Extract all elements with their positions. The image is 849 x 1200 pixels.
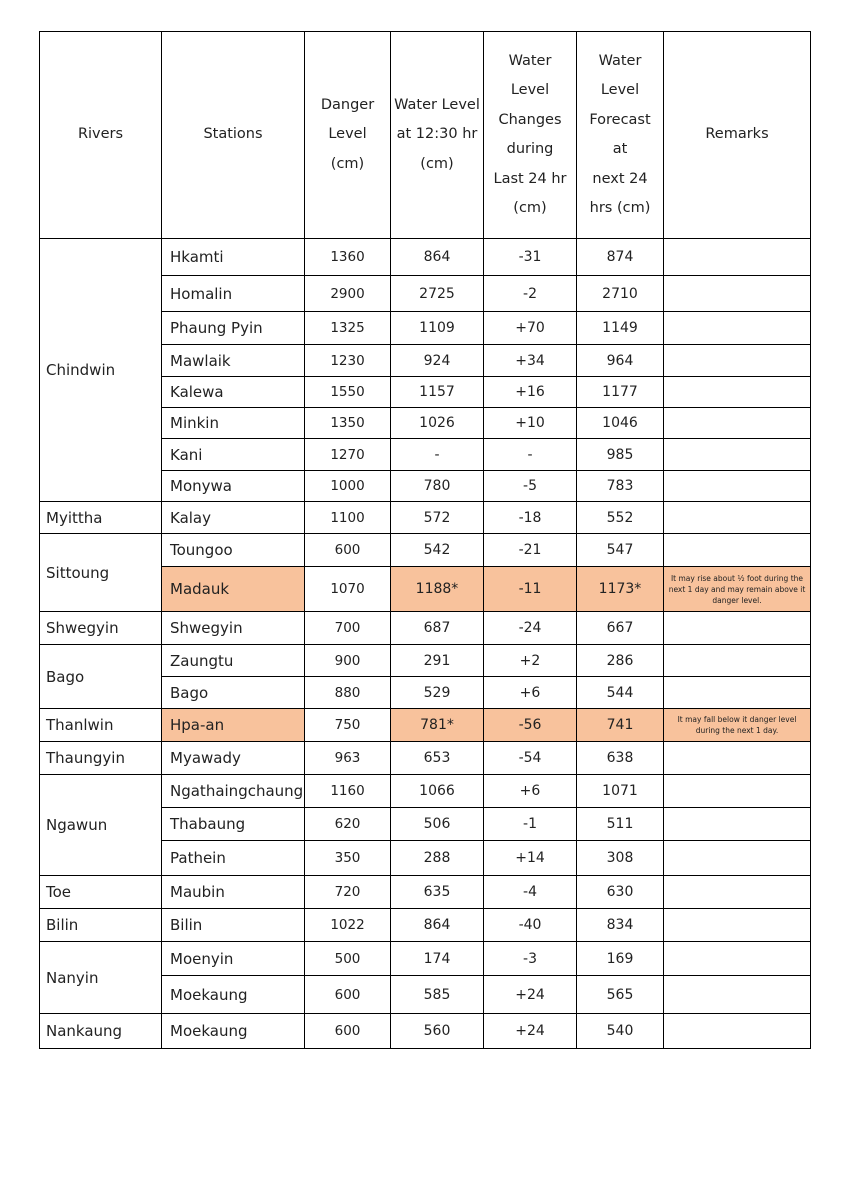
station-cell: Hkamti [162,239,305,276]
header-level-changes: Water Level Changes during Last 24 hr (cm) [484,32,577,239]
header-forecast: Water Level Forecast at next 24 hrs (cm) [577,32,664,239]
water-level-cell: 653 [391,742,484,775]
forecast-cell: 667 [577,612,664,645]
forecast-cell: 834 [577,909,664,942]
remarks-cell [664,239,811,276]
river-cell: Ngawun [40,775,162,876]
river-cell: Toe [40,876,162,909]
forecast-cell: 638 [577,742,664,775]
water-level-cell: 1188* [391,567,484,612]
water-level-cell: 864 [391,239,484,276]
forecast-cell: 540 [577,1014,664,1049]
danger-level-cell: 600 [305,1014,391,1049]
level-change-cell: -31 [484,239,577,276]
river-cell: Thanlwin [40,709,162,742]
level-change-cell: +6 [484,677,577,709]
river-cell: Thaungyin [40,742,162,775]
level-change-cell: -56 [484,709,577,742]
remarks-cell [664,909,811,942]
level-change-cell: -4 [484,876,577,909]
table-row [40,775,811,808]
remarks-cell [664,534,811,567]
table-row [40,709,811,742]
danger-level-cell: 1022 [305,909,391,942]
danger-level-cell: 750 [305,709,391,742]
level-change-cell: -3 [484,942,577,976]
remarks-cell [664,612,811,645]
water-level-cell: 1109 [391,312,484,345]
remarks-cell [664,345,811,377]
station-cell: Homalin [162,276,305,312]
water-level-cell: 780 [391,471,484,502]
danger-level-cell: 1070 [305,567,391,612]
forecast-cell: 308 [577,841,664,876]
remarks-cell [664,408,811,439]
danger-level-cell: 1230 [305,345,391,377]
remarks-cell [664,775,811,808]
forecast-cell: 1071 [577,775,664,808]
station-cell: Kani [162,439,305,471]
level-change-cell: +34 [484,345,577,377]
station-cell: Minkin [162,408,305,439]
forecast-cell: 1149 [577,312,664,345]
station-cell: Kalay [162,502,305,534]
danger-level-cell: 600 [305,534,391,567]
remarks-cell [664,876,811,909]
forecast-cell: 169 [577,942,664,976]
level-change-cell: +2 [484,645,577,677]
water-level-cell: - [391,439,484,471]
station-cell: Zaungtu [162,645,305,677]
water-level-cell: 291 [391,645,484,677]
header-danger-level: Danger Level (cm) [305,32,391,239]
water-level-cell: 924 [391,345,484,377]
danger-level-cell: 1160 [305,775,391,808]
header-row [40,32,811,239]
table-body [40,239,811,1049]
station-cell: Phaung Pyin [162,312,305,345]
remarks-cell [664,976,811,1014]
station-cell: Ngathaingchaung [162,775,305,808]
table-row [40,742,811,775]
station-cell: Madauk [162,567,305,612]
station-cell: Pathein [162,841,305,876]
water-level-cell: 542 [391,534,484,567]
remarks-cell [664,841,811,876]
danger-level-cell: 880 [305,677,391,709]
header-stations: Stations [162,32,305,239]
danger-level-cell: 1550 [305,377,391,408]
forecast-cell: 547 [577,534,664,567]
danger-level-cell: 1360 [305,239,391,276]
remarks-cell [664,377,811,408]
forecast-cell: 985 [577,439,664,471]
remarks-cell [664,312,811,345]
remarks-cell [664,942,811,976]
forecast-cell: 544 [577,677,664,709]
danger-level-cell: 1000 [305,471,391,502]
table-row [40,876,811,909]
remarks-cell [664,808,811,841]
river-cell: Bilin [40,909,162,942]
water-level-cell: 585 [391,976,484,1014]
forecast-cell: 1046 [577,408,664,439]
level-change-cell: -5 [484,471,577,502]
water-level-cell: 635 [391,876,484,909]
forecast-cell: 552 [577,502,664,534]
water-level-cell: 687 [391,612,484,645]
forecast-cell: 565 [577,976,664,1014]
level-change-cell: +70 [484,312,577,345]
level-change-cell: -11 [484,567,577,612]
level-change-cell: +10 [484,408,577,439]
river-cell: Bago [40,645,162,709]
level-change-cell: +16 [484,377,577,408]
forecast-cell: 630 [577,876,664,909]
level-change-cell: -54 [484,742,577,775]
remarks-cell: It may rise about ½ foot during the next 1 day and may remain above it danger level. [664,567,811,612]
remarks-cell [664,742,811,775]
water-level-cell: 864 [391,909,484,942]
level-change-cell: -2 [484,276,577,312]
water-level-table [39,31,811,1049]
forecast-cell: 741 [577,709,664,742]
table-row [40,1014,811,1049]
danger-level-cell: 500 [305,942,391,976]
danger-level-cell: 350 [305,841,391,876]
water-level-cell: 1066 [391,775,484,808]
water-level-cell: 506 [391,808,484,841]
water-level-cell: 572 [391,502,484,534]
header-remarks: Remarks [664,32,811,239]
danger-level-cell: 700 [305,612,391,645]
remarks-cell [664,502,811,534]
river-cell: Sittoung [40,534,162,612]
danger-level-cell: 1350 [305,408,391,439]
danger-level-cell: 1270 [305,439,391,471]
river-cell: Myittha [40,502,162,534]
table-row [40,909,811,942]
remarks-cell [664,471,811,502]
river-cell: Nanyin [40,942,162,1014]
station-cell: Monywa [162,471,305,502]
level-change-cell: +6 [484,775,577,808]
remarks-cell [664,276,811,312]
table-row [40,612,811,645]
header-rivers: Rivers [40,32,162,239]
water-level-cell: 174 [391,942,484,976]
station-cell: Moekaung [162,976,305,1014]
table-row [40,239,811,276]
table-row [40,502,811,534]
forecast-cell: 2710 [577,276,664,312]
danger-level-cell: 900 [305,645,391,677]
level-change-cell: -18 [484,502,577,534]
danger-level-cell: 620 [305,808,391,841]
danger-level-cell: 720 [305,876,391,909]
station-cell: Kalewa [162,377,305,408]
water-level-cell: 288 [391,841,484,876]
water-level-cell: 560 [391,1014,484,1049]
table-row [40,942,811,976]
level-change-cell: -21 [484,534,577,567]
danger-level-cell: 1100 [305,502,391,534]
forecast-cell: 1173* [577,567,664,612]
forecast-cell: 1177 [577,377,664,408]
level-change-cell: +24 [484,976,577,1014]
station-cell: Moekaung [162,1014,305,1049]
river-cell: Shwegyin [40,612,162,645]
danger-level-cell: 963 [305,742,391,775]
water-level-cell: 781* [391,709,484,742]
table-row [40,645,811,677]
forecast-cell: 874 [577,239,664,276]
remarks-cell [664,439,811,471]
river-cell: Chindwin [40,239,162,502]
level-change-cell: -40 [484,909,577,942]
remarks-cell [664,1014,811,1049]
station-cell: Mawlaik [162,345,305,377]
water-level-cell: 1026 [391,408,484,439]
forecast-cell: 964 [577,345,664,377]
water-level-cell: 2725 [391,276,484,312]
level-change-cell: +14 [484,841,577,876]
forecast-cell: 783 [577,471,664,502]
level-change-cell: +24 [484,1014,577,1049]
water-level-cell: 529 [391,677,484,709]
forecast-cell: 286 [577,645,664,677]
station-cell: Shwegyin [162,612,305,645]
station-cell: Bilin [162,909,305,942]
station-cell: Bago [162,677,305,709]
remarks-cell [664,677,811,709]
station-cell: Myawady [162,742,305,775]
level-change-cell: - [484,439,577,471]
remarks-cell: It may fall below it danger level during the next 1 day. [664,709,811,742]
level-change-cell: -1 [484,808,577,841]
station-cell: Toungoo [162,534,305,567]
danger-level-cell: 2900 [305,276,391,312]
header-water-level: Water Level at 12:30 hr (cm) [391,32,484,239]
station-cell: Thabaung [162,808,305,841]
forecast-cell: 511 [577,808,664,841]
level-change-cell: -24 [484,612,577,645]
danger-level-cell: 600 [305,976,391,1014]
station-cell: Moenyin [162,942,305,976]
table-row [40,534,811,567]
water-level-cell: 1157 [391,377,484,408]
station-cell: Maubin [162,876,305,909]
river-cell: Nankaung [40,1014,162,1049]
remarks-cell [664,645,811,677]
danger-level-cell: 1325 [305,312,391,345]
station-cell: Hpa-an [162,709,305,742]
